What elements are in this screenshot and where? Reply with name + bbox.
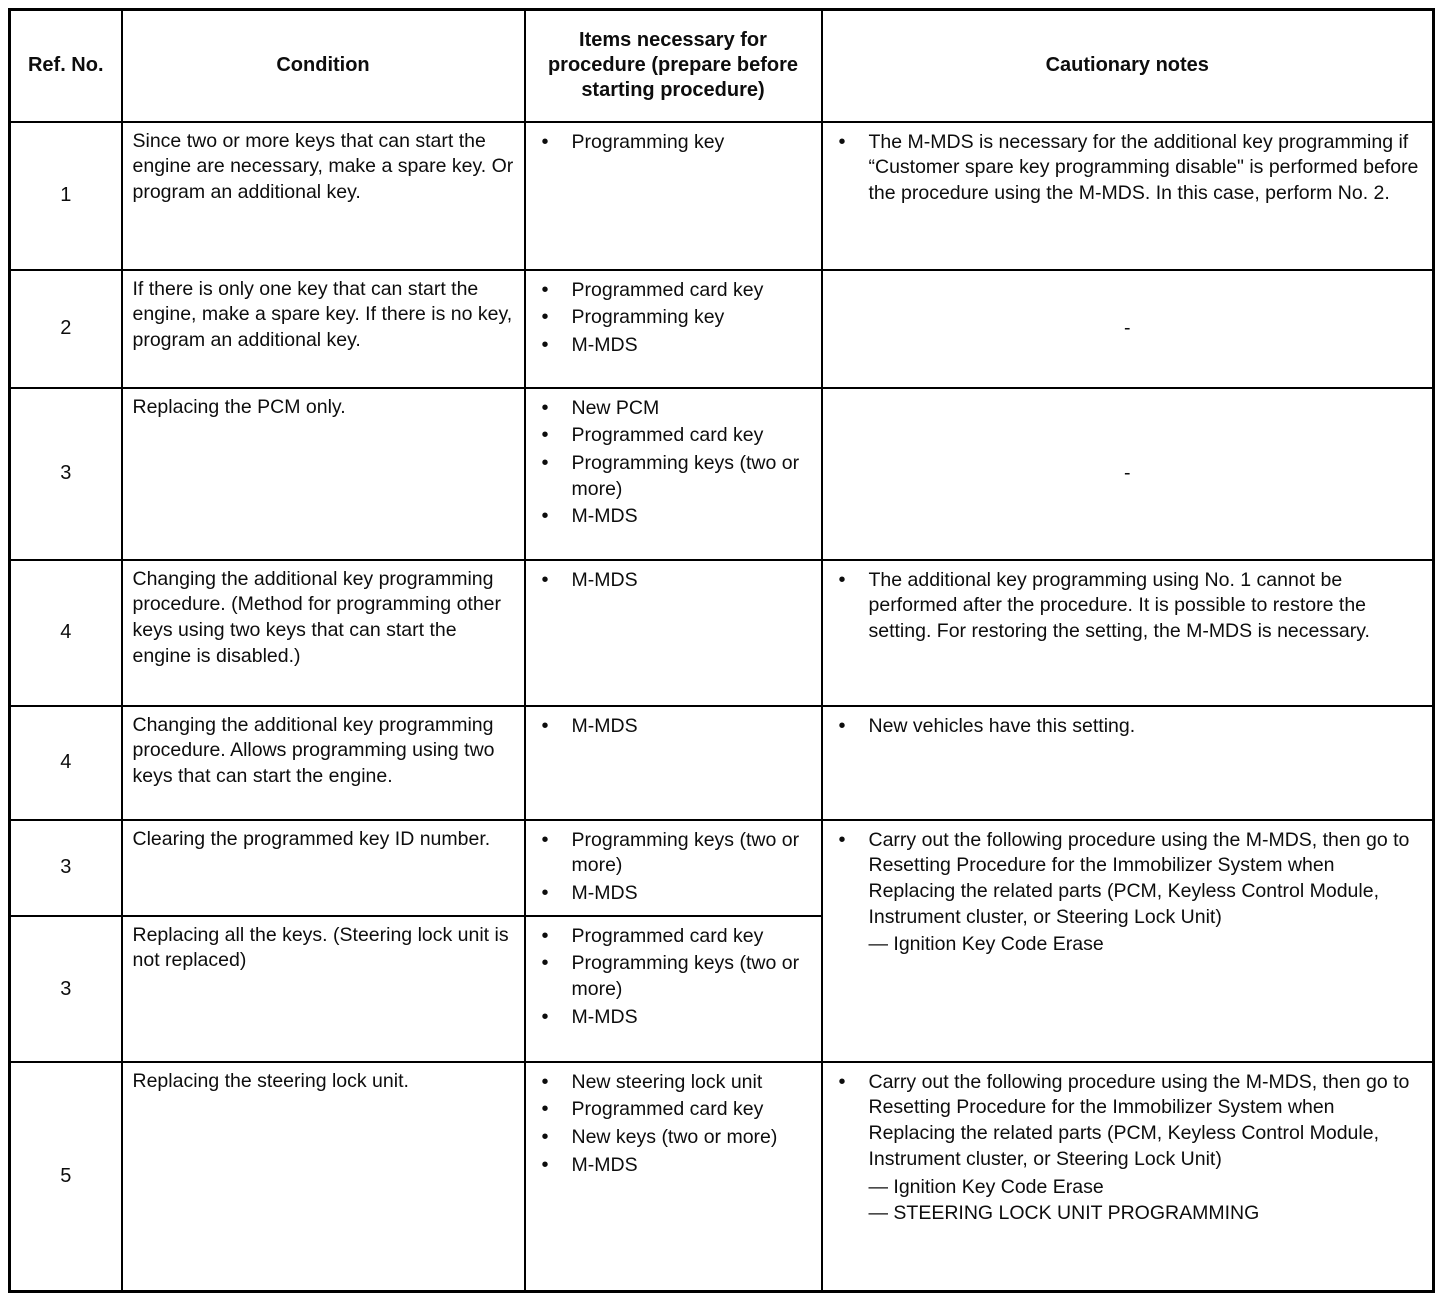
cautionary-notes-cell xyxy=(822,560,1434,706)
item-text: New keys (two or more) xyxy=(571,1126,778,1149)
bullet-icon xyxy=(542,451,572,477)
cautionary-notes-cell: - xyxy=(822,270,1434,388)
list-item xyxy=(542,396,811,422)
list-item xyxy=(542,881,811,907)
table-row xyxy=(10,122,1434,270)
note-text: New vehicles have this setting. xyxy=(868,714,1136,737)
cautionary-notes-cell xyxy=(822,122,1434,270)
items-cell xyxy=(525,270,822,388)
ref-no-cell: 1 xyxy=(10,122,122,270)
bullet-icon xyxy=(542,504,572,530)
item-text: Programmed card key xyxy=(571,424,764,447)
bullet-icon xyxy=(839,1070,869,1096)
list-item xyxy=(542,130,811,156)
item-text: Programming keys (two or more) xyxy=(571,828,800,877)
ref-no-cell: 3 xyxy=(10,820,122,916)
items-cell xyxy=(525,706,822,820)
condition-cell: Changing the additional key programming procedure. (Method for programming other keys using two keys that can start the engine is disabled.) xyxy=(122,560,525,706)
items-cell xyxy=(525,916,822,1062)
item-text: M-MDS xyxy=(571,881,638,904)
list-item xyxy=(542,1097,811,1123)
ref-no-cell: 5 xyxy=(10,1062,122,1292)
list-item xyxy=(839,1070,1423,1173)
list-item xyxy=(542,924,811,950)
item-text: M-MDS xyxy=(571,1005,638,1028)
list-item xyxy=(542,568,811,594)
item-text: Programming key xyxy=(571,130,725,153)
list-item xyxy=(839,828,1423,931)
cautionary-notes-cell: - xyxy=(822,388,1434,560)
bullet-icon xyxy=(542,924,572,950)
condition-cell: Changing the additional key programming procedure. Allows programming using two keys that can start the engine. xyxy=(122,706,525,820)
header-items: Items necessary for procedure (prepare before starting procedure) xyxy=(525,10,822,122)
ref-no-cell: 4 xyxy=(10,706,122,820)
sub-item: — Ignition Key Code Erase xyxy=(868,1175,1104,1198)
note-text: The M-MDS is necessary for the additional key programming if “Customer spare key programming disable" is performed before the procedure using the M-MDS. In this case, perform No. 2. xyxy=(868,130,1419,204)
table-row xyxy=(10,560,1434,706)
bullet-icon xyxy=(542,130,572,156)
note-text: Carry out the following procedure using the M-MDS, then go to Resetting Procedure for the Immobilizer System when Replacing the related parts (PCM, Keyless Control Module, Instrument cluster, or Steering Lock Unit) xyxy=(868,1070,1410,1170)
header-cautionary-notes: Cautionary notes xyxy=(822,10,1434,122)
ref-no-cell: 4 xyxy=(10,560,122,706)
items-cell xyxy=(525,560,822,706)
sub-item: — Ignition Key Code Erase xyxy=(868,933,1104,956)
item-text: Programming keys (two or more) xyxy=(571,952,800,1001)
bullet-icon xyxy=(542,1070,572,1096)
item-text: Programmed card key xyxy=(571,1098,764,1121)
item-text: M-MDS xyxy=(571,505,638,528)
bullet-icon xyxy=(839,130,869,156)
condition-cell: Replacing the steering lock unit. xyxy=(122,1062,525,1292)
list-item xyxy=(542,278,811,304)
bullet-icon xyxy=(839,714,869,740)
list-item xyxy=(542,504,811,530)
table-row xyxy=(10,706,1434,820)
bullet-icon xyxy=(542,1097,572,1123)
ref-no-cell: 3 xyxy=(10,388,122,560)
list-item xyxy=(542,423,811,449)
bullet-icon xyxy=(542,1125,572,1151)
list-item xyxy=(542,1070,811,1096)
item-text: Programmed card key xyxy=(571,924,764,947)
list-item xyxy=(542,305,811,331)
cautionary-notes-cell xyxy=(822,820,1434,1062)
bullet-icon xyxy=(542,951,572,977)
bullet-icon xyxy=(542,828,572,854)
bullet-icon xyxy=(839,568,869,594)
item-text: M-MDS xyxy=(571,333,638,356)
list-item xyxy=(542,333,811,359)
cautionary-notes-cell xyxy=(822,1062,1434,1292)
header-condition: Condition xyxy=(122,10,525,122)
bullet-icon xyxy=(542,1005,572,1031)
item-text: Programming keys (two or more) xyxy=(571,451,800,500)
table-row xyxy=(10,270,1434,388)
items-cell xyxy=(525,122,822,270)
list-item xyxy=(542,828,811,879)
bullet-icon xyxy=(542,305,572,331)
item-text: M-MDS xyxy=(571,568,638,591)
bullet-icon xyxy=(542,714,572,740)
items-cell xyxy=(525,820,822,916)
items-cell xyxy=(525,1062,822,1292)
list-item xyxy=(839,130,1423,207)
condition-cell: Clearing the programmed key ID number. xyxy=(122,820,525,916)
list-item xyxy=(542,951,811,1002)
ref-no-cell: 3 xyxy=(10,916,122,1062)
list-item xyxy=(839,714,1423,740)
condition-cell: Replacing the PCM only. xyxy=(122,388,525,560)
header-row xyxy=(10,10,1434,122)
list-item xyxy=(542,451,811,502)
item-text: Programming key xyxy=(571,306,725,329)
note-text: The additional key programming using No. 1 cannot be performed after the procedure. It is possible to restore the setting. For restoring the setting, the M-MDS is necessary. xyxy=(868,568,1370,642)
table-row xyxy=(10,1062,1434,1292)
immobilizer-procedure-table xyxy=(8,8,1435,1293)
list-item xyxy=(542,1125,811,1151)
note-text: Carry out the following procedure using the M-MDS, then go to Resetting Procedure for the Immobilizer System when Replacing the related parts (PCM, Keyless Control Module, Instrument cluster, or Steering Lock Unit) xyxy=(868,828,1410,928)
bullet-icon xyxy=(542,423,572,449)
item-text: M-MDS xyxy=(571,714,638,737)
ref-no-cell: 2 xyxy=(10,270,122,388)
condition-cell: Since two or more keys that can start the engine are necessary, make a spare key. Or program an additional key. xyxy=(122,122,525,270)
bullet-icon xyxy=(542,1153,572,1179)
bullet-icon xyxy=(542,333,572,359)
cautionary-notes-cell xyxy=(822,706,1434,820)
item-text: New steering lock unit xyxy=(571,1070,763,1093)
sub-item: — STEERING LOCK UNIT PROGRAMMING xyxy=(868,1202,1260,1225)
list-item xyxy=(839,568,1423,645)
header-ref-no: Ref. No. xyxy=(10,10,122,122)
table-row xyxy=(10,820,1434,916)
bullet-icon xyxy=(542,396,572,422)
list-item xyxy=(542,1153,811,1179)
bullet-icon xyxy=(542,881,572,907)
condition-cell: Replacing all the keys. (Steering lock unit is not replaced) xyxy=(122,916,525,1062)
bullet-icon xyxy=(542,568,572,594)
item-text: M-MDS xyxy=(571,1153,638,1176)
items-cell xyxy=(525,388,822,560)
bullet-icon xyxy=(839,828,869,854)
list-item xyxy=(542,1005,811,1031)
list-item xyxy=(542,714,811,740)
table-row xyxy=(10,388,1434,560)
item-text: Programmed card key xyxy=(571,278,764,301)
bullet-icon xyxy=(542,278,572,304)
condition-cell: If there is only one key that can start the engine, make a spare key. If there is no key, program an additional key. xyxy=(122,270,525,388)
item-text: New PCM xyxy=(571,396,660,419)
